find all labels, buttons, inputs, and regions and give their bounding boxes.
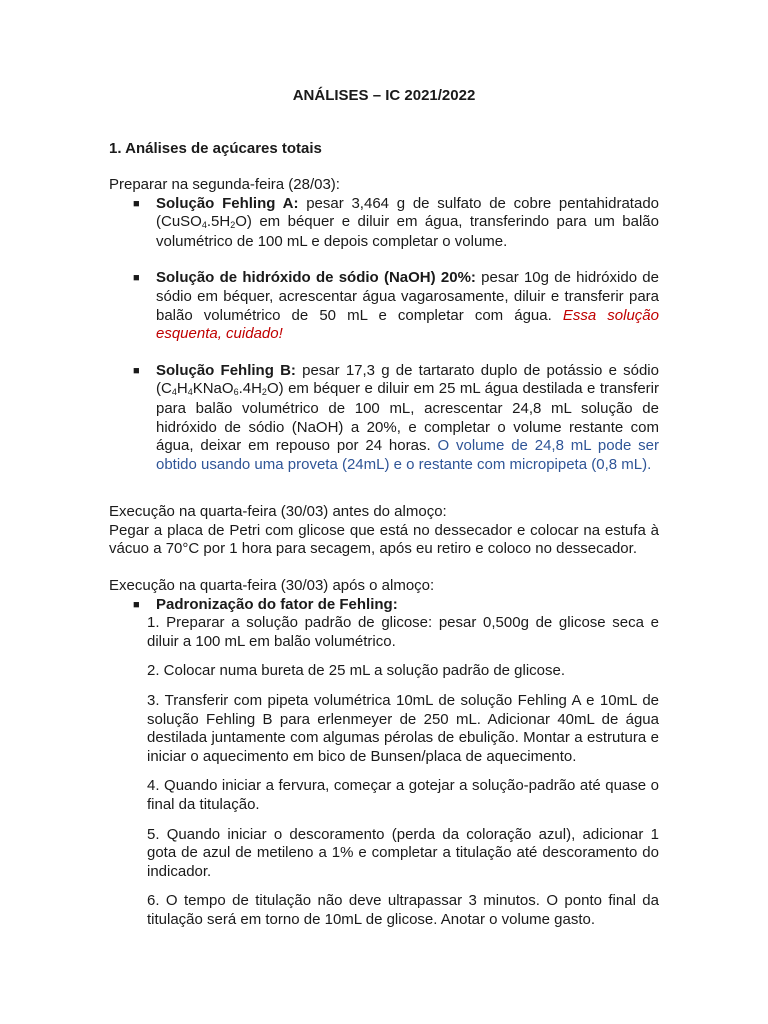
naoh-warning: Essa solução esquenta, cuidado! <box>156 306 659 343</box>
preparation-intro: Preparar na segunda-feira (28/03): <box>109 176 340 193</box>
naoh-label: Solução de hidróxido de sódio (NaOH) 20%: <box>156 269 476 287</box>
bullet-icon: ■ <box>133 364 140 377</box>
naoh-text: pesar 10g de hidróxido de sódio em béquer, acrescentar água vagarosamente, diluir e transferir para balão volumétrico de 50 mL e completar com água. <box>156 269 659 324</box>
list-item-fehling-a <box>109 195 659 252</box>
execution-after-lunch <box>109 577 659 941</box>
step-item: 4. Quando iniciar a fervura, começar a gotejar a solução-padrão até quase o final da titulação. <box>147 777 659 813</box>
subscript: 4 <box>171 387 177 398</box>
subscript: 2 <box>261 387 267 398</box>
bullet-icon: ■ <box>133 272 140 285</box>
subscript: 2 <box>230 220 236 231</box>
step-item: 3. Transferir com pipeta volumétrica 10mL de solução Fehling A e 10mL de solução Fehling B para erlenmeyer de 250 mL. Adicionar 40mL de água destilada juntamente com algumas pérolas de ebulição. Montar a estrutura e iniciar o aquecimento em bico de Bunsen/placa de aquecimento. <box>147 691 659 765</box>
standardization-label: Padronização do fator de Fehling: <box>156 595 398 613</box>
fehling-b-note: O volume de 24,8 mL pode ser obtido usando uma proveta (24mL) e o restante com micropipeta (0,8 mL). <box>156 437 659 473</box>
execution-before-lunch <box>109 503 659 559</box>
bullet-icon: ■ <box>133 598 140 611</box>
steps-list <box>147 614 659 929</box>
list-item-fehling-b <box>109 362 659 475</box>
step-item: 2. Colocar numa bureta de 25 mL a solução padrão de glicose. <box>147 662 566 680</box>
fehling-b-text: KNaO <box>192 380 234 398</box>
bullet-icon: ■ <box>133 197 140 210</box>
fehling-a-text: .5H <box>206 213 231 231</box>
fehling-b-text: .4H <box>238 380 262 398</box>
subscript: 4 <box>187 387 193 398</box>
execution-after-heading: Execução na quarta-feira (30/03) após o almoço: <box>109 577 435 594</box>
fehling-a-text: pesar 3,464 g de sulfato de cobre pentahidratado (CuSO <box>156 194 660 231</box>
subscript: 4 <box>201 220 207 231</box>
fehling-a-text: O) em béquer e diluir em água, transferindo para um balão volumétrico de 100 mL e depois completar o volume. <box>156 213 659 250</box>
preparation-section <box>109 176 659 492</box>
step-item: 5. Quando iniciar o descoramento (perda da coloração azul), adicionar 1 gota de azul de metileno a 1% e completar a titulação até descoramento do indicador. <box>147 825 659 880</box>
fehling-a-label: Solução Fehling A: <box>156 194 299 212</box>
section-heading: 1. Análises de açúcares totais <box>109 140 322 157</box>
fehling-b-text: pesar 17,3 g de tartarato duplo de potássio e sódio (C <box>156 361 659 398</box>
document-title: ANÁLISES – IC 2021/2022 <box>292 87 476 104</box>
solution-list <box>109 195 659 475</box>
step-item: 1. Preparar a solução padrão de glicose: pesar 0,500g de glicose seca e diluir a 100 mL em balão volumétrico. <box>147 614 659 650</box>
execution-before-text: Pegar a placa de Petri com glicose que está no dessecador e colocar na estufa à vácuo a 70°C por 1 hora para secagem, após eu retiro e coloco no dessecador. <box>109 521 659 558</box>
step-item: 6. O tempo de titulação não deve ultrapassar 3 minutos. O ponto final da titulação será em torno de 10mL de glicose. Anotar o volume gasto. <box>147 892 659 928</box>
subscript: 6 <box>233 387 239 398</box>
execution-before-heading: Execução na quarta-feira (30/03) antes do almoço: <box>109 503 447 520</box>
fehling-b-text: H <box>176 380 188 398</box>
fehling-b-text: O) em béquer e diluir em 25 mL água destilada e transferir para balão volumétrico de 100 mL, acrescentar 24,8 mL solução de hidróxido de sódio (NaOH) a 20%, e completar o volume restante com água, deixar em repouso por 24 horas. <box>156 380 659 455</box>
list-item-standardization <box>109 596 659 615</box>
fehling-b-label: Solução Fehling B: <box>156 361 296 379</box>
standardization-list <box>109 596 659 615</box>
list-item-naoh <box>109 269 659 343</box>
